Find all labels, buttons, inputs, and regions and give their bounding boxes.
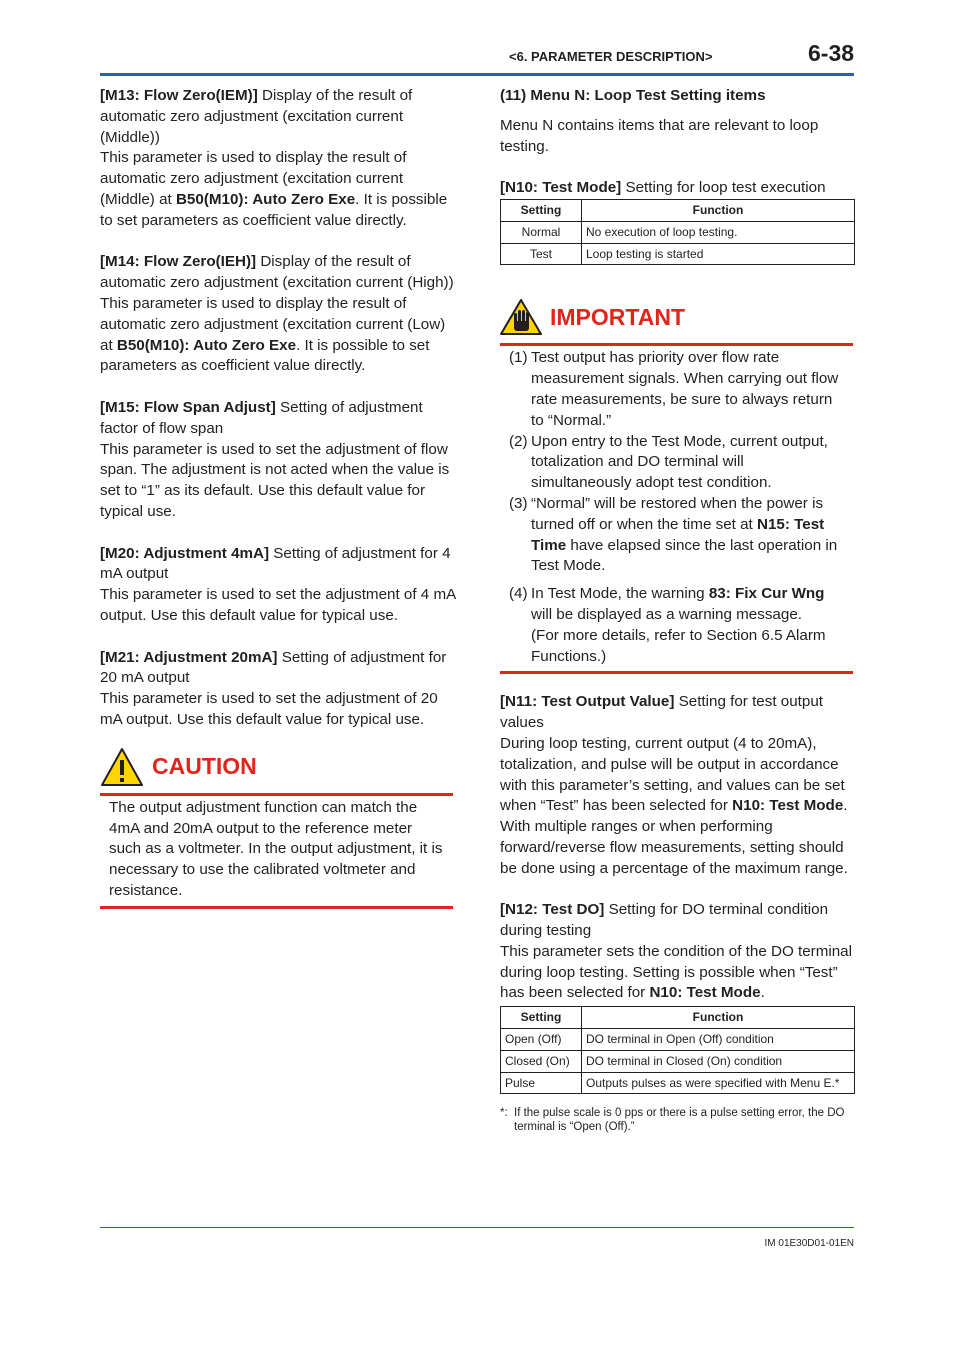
right-column — [500, 86, 856, 1134]
param-m14-text-end: . It is possible to set parameters as coefficient value directly. — [100, 336, 430, 375]
section-title: <6. PARAMETER DESCRIPTION> — [509, 49, 713, 64]
page-number: 6-38 — [808, 40, 855, 66]
param-m13 — [100, 86, 456, 232]
list-item-text — [531, 584, 845, 667]
n10-setting-cell: Normal — [501, 221, 582, 243]
menu-n-text: Menu N contains items that are relevant to loop testing. — [500, 116, 819, 155]
footnote — [500, 1106, 856, 1134]
list-item-text — [531, 494, 845, 577]
important-box — [500, 291, 853, 674]
list-item-text-start: In Test Mode, the warning — [531, 585, 709, 603]
param-m13-desc: Display of the result of automatic zero adjustment (excitation current (Middle)) — [100, 87, 413, 146]
param-n12 — [500, 900, 856, 1134]
n12-setting-cell: Closed (On) — [501, 1050, 582, 1072]
list-item-text: Upon entry to the Test Mode, current output, totalization and DO terminal will simultaneously adopt test condition. — [531, 432, 828, 492]
n12-col-function: Function — [582, 1007, 855, 1029]
param-n11-head: [N11: Test Output Value] — [500, 693, 675, 711]
param-n11-ref: N10: Test Mode — [732, 797, 844, 815]
n10-setting-cell: Test — [501, 243, 582, 265]
important-title: IMPORTANT — [550, 303, 686, 330]
param-m13-text: This parameter is used to display the result of automatic zero adjustment (excitation current (Middle) at — [100, 149, 407, 208]
param-m14-desc: Display of the result of automatic zero adjustment (excitation current (High)) — [100, 253, 454, 292]
list-item-text-start: “Normal” will be restored when the power is turned off or when the time set at — [531, 494, 824, 533]
param-m14 — [100, 252, 456, 377]
list-item-text-end: will be displayed as a warning message. — [531, 605, 802, 623]
list-item-number: (1) — [509, 349, 528, 367]
table-row — [501, 243, 855, 265]
footer-rule — [100, 1227, 854, 1228]
param-m15-head: [M15: Flow Span Adjust] — [100, 398, 276, 416]
n12-col-setting: Setting — [501, 1007, 582, 1029]
table-row — [501, 1029, 855, 1051]
list-item-ref: 83: Fix Cur Wng — [708, 585, 825, 603]
header-rule — [100, 73, 854, 76]
table-row — [501, 1072, 855, 1094]
caution-bottom-rule — [100, 906, 453, 909]
param-m20 — [100, 544, 456, 627]
warning-triangle-icon — [100, 747, 144, 787]
n10-table — [500, 199, 855, 265]
param-m14-ref: B50(M10): Auto Zero Exe — [116, 336, 297, 354]
param-m21 — [100, 648, 456, 731]
list-item-ref: N15: Test Time — [531, 515, 825, 554]
list-item-text-end: have elapsed since the last operation in Test Mode. — [531, 536, 838, 575]
param-m21-desc: Setting of adjustment for 20 mA output — [100, 648, 447, 687]
n12-table — [500, 1006, 855, 1094]
param-n12-ref: N10: Test Mode — [649, 984, 761, 1002]
n12-function-cell: Outputs pulses as were specified with Menu E.* — [582, 1072, 855, 1094]
n12-function-cell: DO terminal in Closed (On) condition — [582, 1050, 855, 1072]
param-m13-text-end: . It is possible to set parameters as coefficient value directly. — [100, 190, 448, 229]
n10-col-function: Function — [582, 199, 855, 221]
caution-text: The output adjustment function can match the 4mA and 20mA output to the reference meter such as a voltmeter. In the output adjustment, it is necessary to use the calibrated voltmeter and resistance. — [109, 798, 443, 899]
param-n11-text: During loop testing, current output (4 to 20mA), totalization, and pulse will be output in accordance with this parameter’s setting, and values can be set when “Test” has been selected for — [500, 734, 845, 815]
param-m20-text: This parameter is used to set the adjustment of 4 mA output. Use this default value for typical use. — [100, 586, 456, 624]
document-id: IM 01E30D01-01EN — [764, 1238, 854, 1249]
n12-setting-cell: Open (Off) — [501, 1029, 582, 1051]
param-n10-head: [N10: Test Mode] — [500, 179, 622, 197]
list-item — [509, 494, 845, 577]
param-n11-desc: Setting for test output values — [500, 693, 823, 732]
list-item-note: (For more details, refer to Section 6.5 Alarm Functions.) — [531, 626, 826, 665]
list-item-text: Test output has priority over flow rate measurement signals. When carrying out flow rate measurements, be sure to always return to “Normal.” — [531, 349, 839, 429]
param-n11 — [500, 692, 856, 879]
n10-function-cell: No execution of loop testing. — [582, 221, 855, 243]
param-n12-desc: Setting for DO terminal condition during testing — [500, 901, 829, 940]
n10-function-cell: Loop testing is started — [582, 243, 855, 265]
list-item — [509, 584, 845, 667]
list-item-number: (4) — [509, 585, 528, 603]
param-m13-head: [M13: Flow Zero(IEM)] — [100, 87, 258, 104]
param-n10 — [500, 178, 856, 265]
param-m21-head: [M21: Adjustment 20mA] — [100, 648, 278, 666]
footnote-mark: *: — [500, 1107, 508, 1120]
n12-setting-cell: Pulse — [501, 1072, 582, 1094]
list-item-number: (3) — [509, 494, 528, 512]
param-m13-ref: B50(M10): Auto Zero Exe — [175, 190, 356, 208]
param-m15-text: This parameter is used to set the adjustment of flow span. The adjustment is not acted when the value is set to “1” as its default. Use this default value for typical use. — [100, 440, 450, 520]
param-m15-desc: Setting of adjustment factor of flow span — [100, 398, 423, 437]
param-m14-text: This parameter is used to display the result of automatic zero adjustment (excitation current (Low) at — [100, 294, 446, 354]
param-n12-head: [N12: Test DO] — [500, 901, 605, 919]
footnote-text: If the pulse scale is 0 pps or there is a pulse setting error, the DO terminal is “Open (Off).” — [514, 1107, 845, 1134]
n12-function-cell: DO terminal in Open (Off) condition — [582, 1029, 855, 1051]
table-row — [501, 221, 855, 243]
list-item — [509, 348, 845, 431]
menu-n-heading: (11) Menu N: Loop Test Setting items — [500, 87, 766, 104]
list-item-number: (2) — [509, 432, 528, 450]
important-bottom-rule — [500, 671, 853, 674]
caution-header — [100, 741, 453, 793]
param-m20-desc: Setting of adjustment for 4 mA output — [100, 544, 451, 583]
param-m14-head: [M14: Flow Zero(IEH)] — [100, 253, 257, 271]
param-n12-text: This parameter sets the condition of the DO terminal during loop testing. Setting is possible when “Test” has been selected for — [500, 942, 853, 1002]
table-row — [501, 1050, 855, 1072]
hand-stop-icon — [500, 299, 542, 335]
caution-title: CAUTION — [152, 753, 257, 780]
left-column — [100, 86, 456, 909]
param-n12-text-end: . — [760, 984, 765, 1002]
menu-n — [500, 86, 856, 157]
param-n10-desc: Setting for loop test execution — [621, 179, 826, 197]
param-m20-head: [M20: Adjustment 4mA] — [100, 544, 270, 562]
list-item — [509, 432, 845, 494]
caution-box — [100, 741, 453, 909]
param-m21-text: This parameter is used to set the adjustment of 20 mA output. Use this default value for typical use. — [100, 690, 438, 728]
param-m15 — [100, 398, 456, 523]
param-n11-text-end: . With multiple ranges or when performing forward/reverse flow measurements, setting should be done using a percentage of the maximum range. — [500, 797, 848, 877]
important-list — [500, 346, 853, 671]
important-header — [500, 291, 853, 343]
n10-col-setting: Setting — [501, 199, 582, 221]
